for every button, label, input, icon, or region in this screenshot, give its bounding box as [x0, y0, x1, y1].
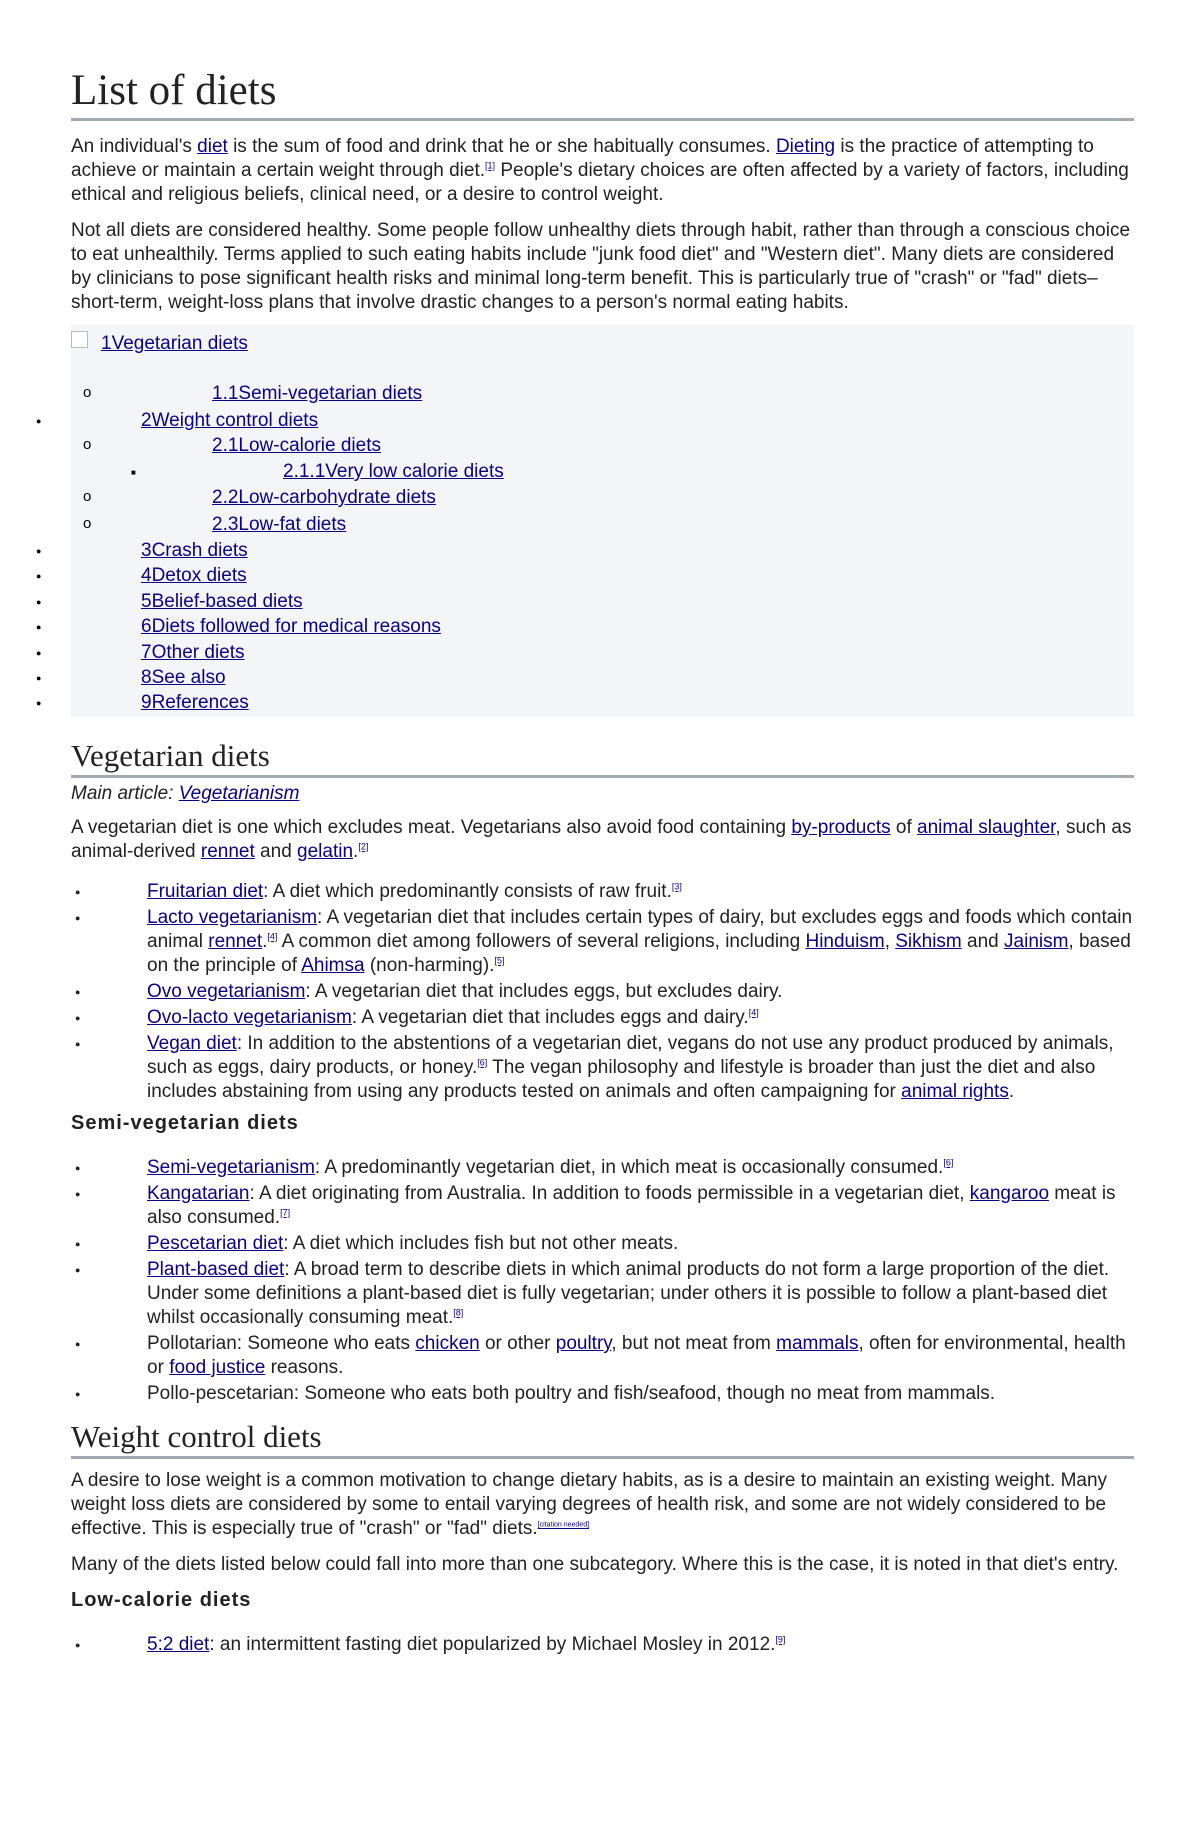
toc-item-low-carbohydrate-diets[interactable]: 2.2Low-carbohydrate diets	[212, 487, 436, 508]
section-heading-vegetarian: Vegetarian diets	[71, 739, 1134, 778]
bullet-icon	[36, 590, 41, 613]
bullet-icon	[36, 666, 41, 689]
toc-item-crash-diets[interactable]: 3Crash diets	[141, 540, 248, 561]
toc-item-weight-control-diets[interactable]: 2Weight control diets	[141, 410, 319, 431]
link-ahimsa[interactable]: Ahimsa	[301, 955, 365, 976]
link-vegan-diet[interactable]: Vegan diet	[147, 1033, 237, 1054]
link-lacto-vegetarianism[interactable]: Lacto vegetarianism	[147, 907, 318, 928]
link-ovo-lacto-vegetarianism[interactable]: Ovo-lacto vegetarianism	[147, 1007, 352, 1028]
citation-link[interactable]: [2]	[358, 841, 369, 852]
list-item: ● Plant-based diet: A broad term to describe diets in which animal products do not form a large proportion of the diet. Under some definitions a plant-based diet is fully vegetarian; under others it is possible to follow a plant-based diet whilst occasionally consuming meat.[8]	[75, 1259, 1110, 1328]
bullet-icon	[83, 382, 91, 404]
link-semi-vegetarianism[interactable]: Semi-vegetarianism	[147, 1157, 315, 1178]
link-animal-rights[interactable]: animal rights	[901, 1081, 1009, 1102]
section-heading-weight-control: Weight control diets	[71, 1420, 1134, 1459]
list-item: ● Pollo-pescetarian: Someone who eats both poultry and fish/seafood, though no meat from mammals.	[75, 1383, 996, 1404]
link-plant-based-diet[interactable]: Plant-based diet	[147, 1259, 285, 1280]
subsection-heading-low-calorie: Low-calorie diets	[71, 1589, 252, 1611]
link-kangatarian[interactable]: Kangatarian	[147, 1183, 250, 1204]
article	[71, 68, 1134, 1659]
list-item: ● Pollotarian: Someone who eats chicken or other poultry, but not meat from mammals, often for environmental, health or food justice reasons.	[75, 1333, 1126, 1378]
toc-item-low-calorie-diets[interactable]: 2.1Low-calorie diets	[212, 435, 381, 456]
link-rennet[interactable]: rennet	[208, 931, 263, 952]
bullet-icon	[36, 539, 41, 562]
toc-item-very-low-calorie-diets[interactable]: 2.1.1Very low calorie diets	[283, 461, 504, 482]
citation-link[interactable]: [9]	[775, 1634, 786, 1645]
bullet-icon	[83, 513, 91, 535]
citation-link[interactable]: [5]	[494, 955, 505, 966]
list-item: ● Ovo vegetarianism: A vegetarian diet that includes eggs, but excludes dairy.	[75, 981, 783, 1002]
citation-link[interactable]: [4]	[748, 1007, 759, 1018]
link-gelatin[interactable]: gelatin	[297, 841, 354, 862]
link-dieting[interactable]: Dieting	[775, 136, 836, 157]
bullet-icon	[36, 409, 41, 432]
link-poultry[interactable]: poultry	[555, 1333, 612, 1354]
citation-link[interactable]: [6]	[477, 1057, 488, 1068]
citation-link[interactable]: [1]	[485, 160, 496, 171]
toc-item-detox-diets[interactable]: 4Detox diets	[141, 565, 247, 586]
citation-link[interactable]: [7]	[280, 1207, 291, 1218]
toc-item-belief-based-diets[interactable]: 5Belief-based diets	[141, 591, 303, 612]
link-by-products[interactable]: by-products	[791, 817, 891, 838]
toc-item-medical-diets[interactable]: 6Diets followed for medical reasons	[141, 616, 441, 637]
citation-needed-link[interactable]: [citation needed]	[537, 1521, 590, 1529]
bullet-icon	[36, 691, 41, 714]
link-5-2-diet[interactable]: 5:2 diet	[147, 1634, 210, 1655]
toc-item-other-diets[interactable]: 7Other diets	[141, 642, 245, 663]
toc-item-low-fat-diets[interactable]: 2.3Low-fat diets	[212, 514, 347, 535]
link-mammals[interactable]: mammals	[776, 1333, 859, 1354]
bullet-icon	[36, 641, 41, 664]
citation-link[interactable]: [6]	[943, 1157, 954, 1168]
low-calorie-list	[71, 1633, 1134, 1657]
link-kangaroo[interactable]: kangaroo	[969, 1183, 1050, 1204]
link-sikhism[interactable]: Sikhism	[895, 931, 962, 952]
table-of-contents	[71, 325, 1134, 717]
link-food-justice[interactable]: food justice	[169, 1357, 266, 1378]
weight-paragraph-2: Many of the diets listed below could fall into more than one subcategory. Where this is the case, it is noted in that diet's entry.	[71, 1554, 1119, 1575]
link-animal-slaughter[interactable]: animal slaughter	[917, 817, 1056, 838]
list-item: ● Semi-vegetarianism: A predominantly vegetarian diet, in which meat is occasionally consumed.[6]	[75, 1157, 954, 1178]
link-vegetarianism[interactable]: Vegetarianism	[178, 783, 300, 804]
intro-paragraph: An individual's diet is the sum of food and drink that he or she habitually consumes. Dieting is the practice of attempting to achieve or maintain a certain weight through diet.[1] People's dietary choices are often affected by a variety of factors, including ethical and religious beliefs, clinical need, or a desire to control weight.	[71, 136, 1129, 205]
list-item: ● Kangatarian: A diet originating from Australia. In addition to foods permissible in a vegetarian diet, kangaroo meat is also consumed.[7]	[75, 1183, 1116, 1228]
bullet-icon	[36, 564, 41, 587]
citation-link[interactable]: [3]	[671, 881, 682, 892]
main-article-hatnote: Main article: Vegetarianism	[71, 783, 300, 804]
link-ovo-vegetarianism[interactable]: Ovo vegetarianism	[147, 981, 306, 1002]
weight-paragraph: A desire to lose weight is a common motivation to change dietary habits, as is a desire to maintain an existing weight. Many weight loss diets are considered by some to entail varying degrees of health risk, and some are not widely considered to be effective. This is especially true of "crash" or "fad" diets.[citation needed]	[71, 1470, 1108, 1539]
link-diet[interactable]: diet	[197, 136, 228, 157]
list-item: ● Lacto vegetarianism: A vegetarian diet that includes certain types of dairy, but excludes eggs and foods which contain animal rennet.[4] A common diet among followers of several religions, including Hinduism, Sikhism and Jainism, based on the principle of Ahimsa (non-harming).[5]	[75, 907, 1133, 976]
list-item: ● Fruitarian diet: A diet which predominantly consists of raw fruit.[3]	[75, 881, 682, 902]
citation-link[interactable]: [4]	[267, 931, 278, 942]
link-hinduism[interactable]: Hinduism	[805, 931, 885, 952]
list-item: ● Ovo-lacto vegetarianism: A vegetarian diet that includes eggs and dairy.[4]	[75, 1007, 759, 1028]
toc-item-semi-vegetarian-diets[interactable]: 1.1Semi-vegetarian diets	[212, 383, 423, 404]
vegetarian-paragraph: A vegetarian diet is one which excludes meat. Vegetarians also avoid food containing by-products of animal slaughter, such as animal-derived rennet and gelatin.[2]	[71, 817, 1132, 862]
toc-toggle-checkbox[interactable]	[71, 331, 88, 348]
link-jainism[interactable]: Jainism	[1004, 931, 1069, 952]
list-item: ● Vegan diet: In addition to the abstentions of a vegetarian diet, vegans do not use any product produced by animals, such as eggs, dairy products, or honey.[6] The vegan philosophy and lifestyle is broader than just the diet and also includes abstaining from using any products tested on animals and often campaigning for animal rights.	[75, 1033, 1114, 1102]
toc-item-references[interactable]: 9References	[141, 692, 249, 713]
subsection-heading-semi-vegetarian: Semi-vegetarian diets	[71, 1112, 299, 1134]
vegetarian-list	[71, 880, 1134, 1104]
toc-item-see-also[interactable]: 8See also	[141, 667, 226, 688]
semi-vegetarian-list	[71, 1156, 1134, 1406]
list-item: ● Pescetarian diet: A diet which includes fish but not other meats.	[75, 1233, 679, 1254]
link-chicken[interactable]: chicken	[415, 1333, 480, 1354]
bullet-icon	[83, 486, 91, 508]
toc-item-vegetarian-diets[interactable]: 1Vegetarian diets	[101, 333, 248, 354]
intro-paragraph-2: Not all diets are considered healthy. Some people follow unhealthy diets through habit, rather than through a conscious choice to eat unhealthily. Terms applied to such eating habits include "junk food diet" and "Western diet". Many diets are considered by clinicians to pose significant health risks and minimal long-term benefit. This is particularly true of "crash" or "fad" diets–short-term, weight-loss plans that involve drastic changes to a person's normal eating habits.	[71, 220, 1131, 313]
page-title: List of diets	[71, 68, 1134, 121]
bullet-icon	[83, 434, 91, 456]
link-pescetarian-diet[interactable]: Pescetarian diet	[147, 1233, 284, 1254]
bullet-icon	[36, 615, 41, 638]
link-rennet[interactable]: rennet	[200, 841, 255, 862]
link-fruitarian-diet[interactable]: Fruitarian diet	[147, 881, 264, 902]
bullet-icon	[131, 460, 136, 484]
citation-link[interactable]: [8]	[453, 1307, 464, 1318]
list-item: ● 5:2 diet: an intermittent fasting diet popularized by Michael Mosley in 2012.[9]	[75, 1634, 786, 1655]
